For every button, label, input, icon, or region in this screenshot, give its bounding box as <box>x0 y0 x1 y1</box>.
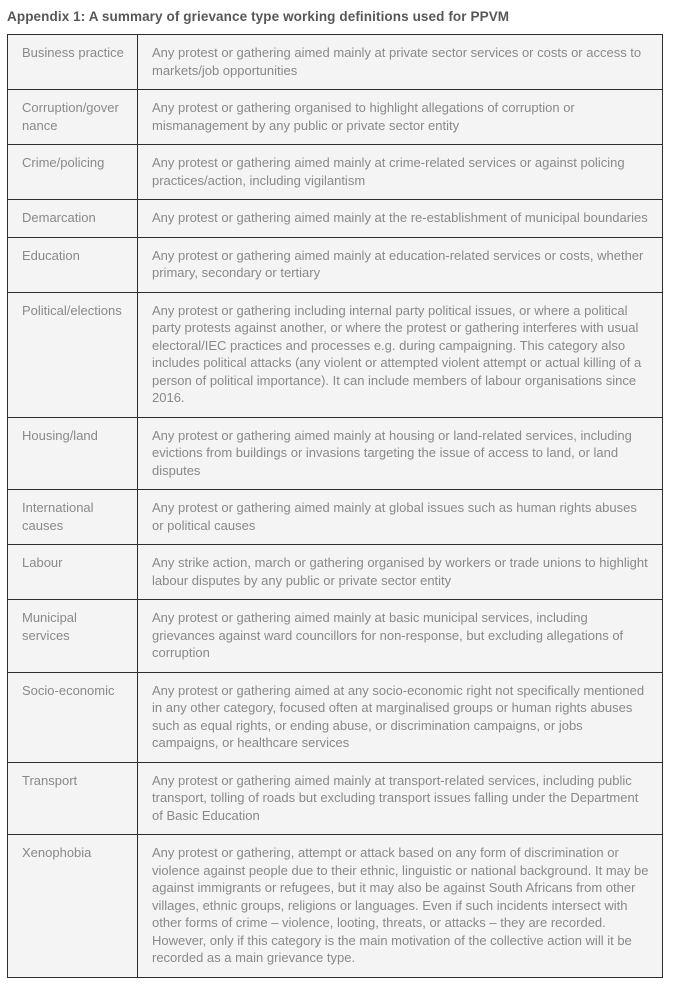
table-row <box>8 762 663 835</box>
grievance-type-cell: Xenophobia <box>8 835 138 978</box>
definition-cell: Any protest or gathering aimed mainly at global issues such as human rights abuses or political causes <box>138 490 663 545</box>
definition-cell: Any protest or gathering aimed mainly at transport-related services, including public transport, tolling of roads but excluding transport issues falling under the Department of Basic Education <box>138 762 663 835</box>
definition-cell: Any strike action, march or gathering organised by workers or trade unions to highlight labour disputes by any public or private sector entity <box>138 545 663 600</box>
definition-cell: Any protest or gathering organised to highlight allegations of corruption or mismanagement by any public or private sector entity <box>138 90 663 145</box>
table-row <box>8 35 663 90</box>
table-row <box>8 490 663 545</box>
grievance-type-cell: International causes <box>8 490 138 545</box>
grievance-type-cell: Business practice <box>8 35 138 90</box>
appendix-title: Appendix 1: A summary of grievance type working definitions used for PPVM <box>7 9 510 24</box>
table-row <box>8 672 663 762</box>
definition-cell: Any protest or gathering aimed mainly at housing or land-related services, including evictions from buildings or invasions targeting the issue of access to land, or land disputes <box>138 417 663 490</box>
table-row <box>8 417 663 490</box>
grievance-type-cell: Demarcation <box>8 200 138 238</box>
grievance-type-cell: Corruption/governance <box>8 90 138 145</box>
table-row <box>8 145 663 200</box>
definition-cell: Any protest or gathering, attempt or attack based on any form of discrimination or violence against people due to their ethnic, linguistic or national background. It may be against immigrants or refugees, but it may also be against South Africans from other villages, ethnic groups, religions or languages. Even if such incidents intersect with other forms of crime – violence, looting, threats, or attacks – they are recorded. However, only if this category is the main motivation of the collective action will it be recorded as a main grievance type. <box>138 835 663 978</box>
definition-cell: Any protest or gathering aimed mainly at basic municipal services, including grievances against ward councillors for non-response, but excluding allegations of corruption <box>138 600 663 673</box>
definition-cell: Any protest or gathering aimed mainly at the re-establishment of municipal boundaries <box>138 200 663 238</box>
grievance-type-cell: Transport <box>8 762 138 835</box>
table-row <box>8 90 663 145</box>
definition-cell: Any protest or gathering aimed at any socio-economic right not specifically mentioned in any other category, focused often at marginalised groups or human rights abuses such as equal rights, or ending abuse, or discrimination campaigns, or jobs campaigns, or healthcare services <box>138 672 663 762</box>
grievance-type-cell: Municipal services <box>8 600 138 673</box>
definition-cell: Any protest or gathering aimed mainly at education-related services or costs, whether primary, secondary or tertiary <box>138 237 663 292</box>
definition-cell: Any protest or gathering including internal party political issues, or where a political party protests against another, or where the protest or gathering interferes with usual electoral/IEC practices and processes e.g. during campaigning. This category also includes political attacks (any violent or attempted violent attempt or actual killing of a person of political importance). It can include members of labour organisations since 2016. <box>138 292 663 417</box>
definition-cell: Any protest or gathering aimed mainly at crime-related services or against policing practices/action, including vigilantism <box>138 145 663 200</box>
grievance-table-body <box>8 35 663 978</box>
grievance-definitions-table <box>7 34 663 978</box>
table-row <box>8 600 663 673</box>
table-row <box>8 292 663 417</box>
table-row <box>8 200 663 238</box>
definition-cell: Any protest or gathering aimed mainly at private sector services or costs or access to markets/job opportunities <box>138 35 663 90</box>
table-row <box>8 237 663 292</box>
grievance-type-cell: Housing/land <box>8 417 138 490</box>
table-row <box>8 835 663 978</box>
grievance-type-cell: Labour <box>8 545 138 600</box>
table-row <box>8 545 663 600</box>
grievance-type-cell: Socio-economic <box>8 672 138 762</box>
grievance-type-cell: Political/elections <box>8 292 138 417</box>
grievance-type-cell: Education <box>8 237 138 292</box>
grievance-type-cell: Crime/policing <box>8 145 138 200</box>
